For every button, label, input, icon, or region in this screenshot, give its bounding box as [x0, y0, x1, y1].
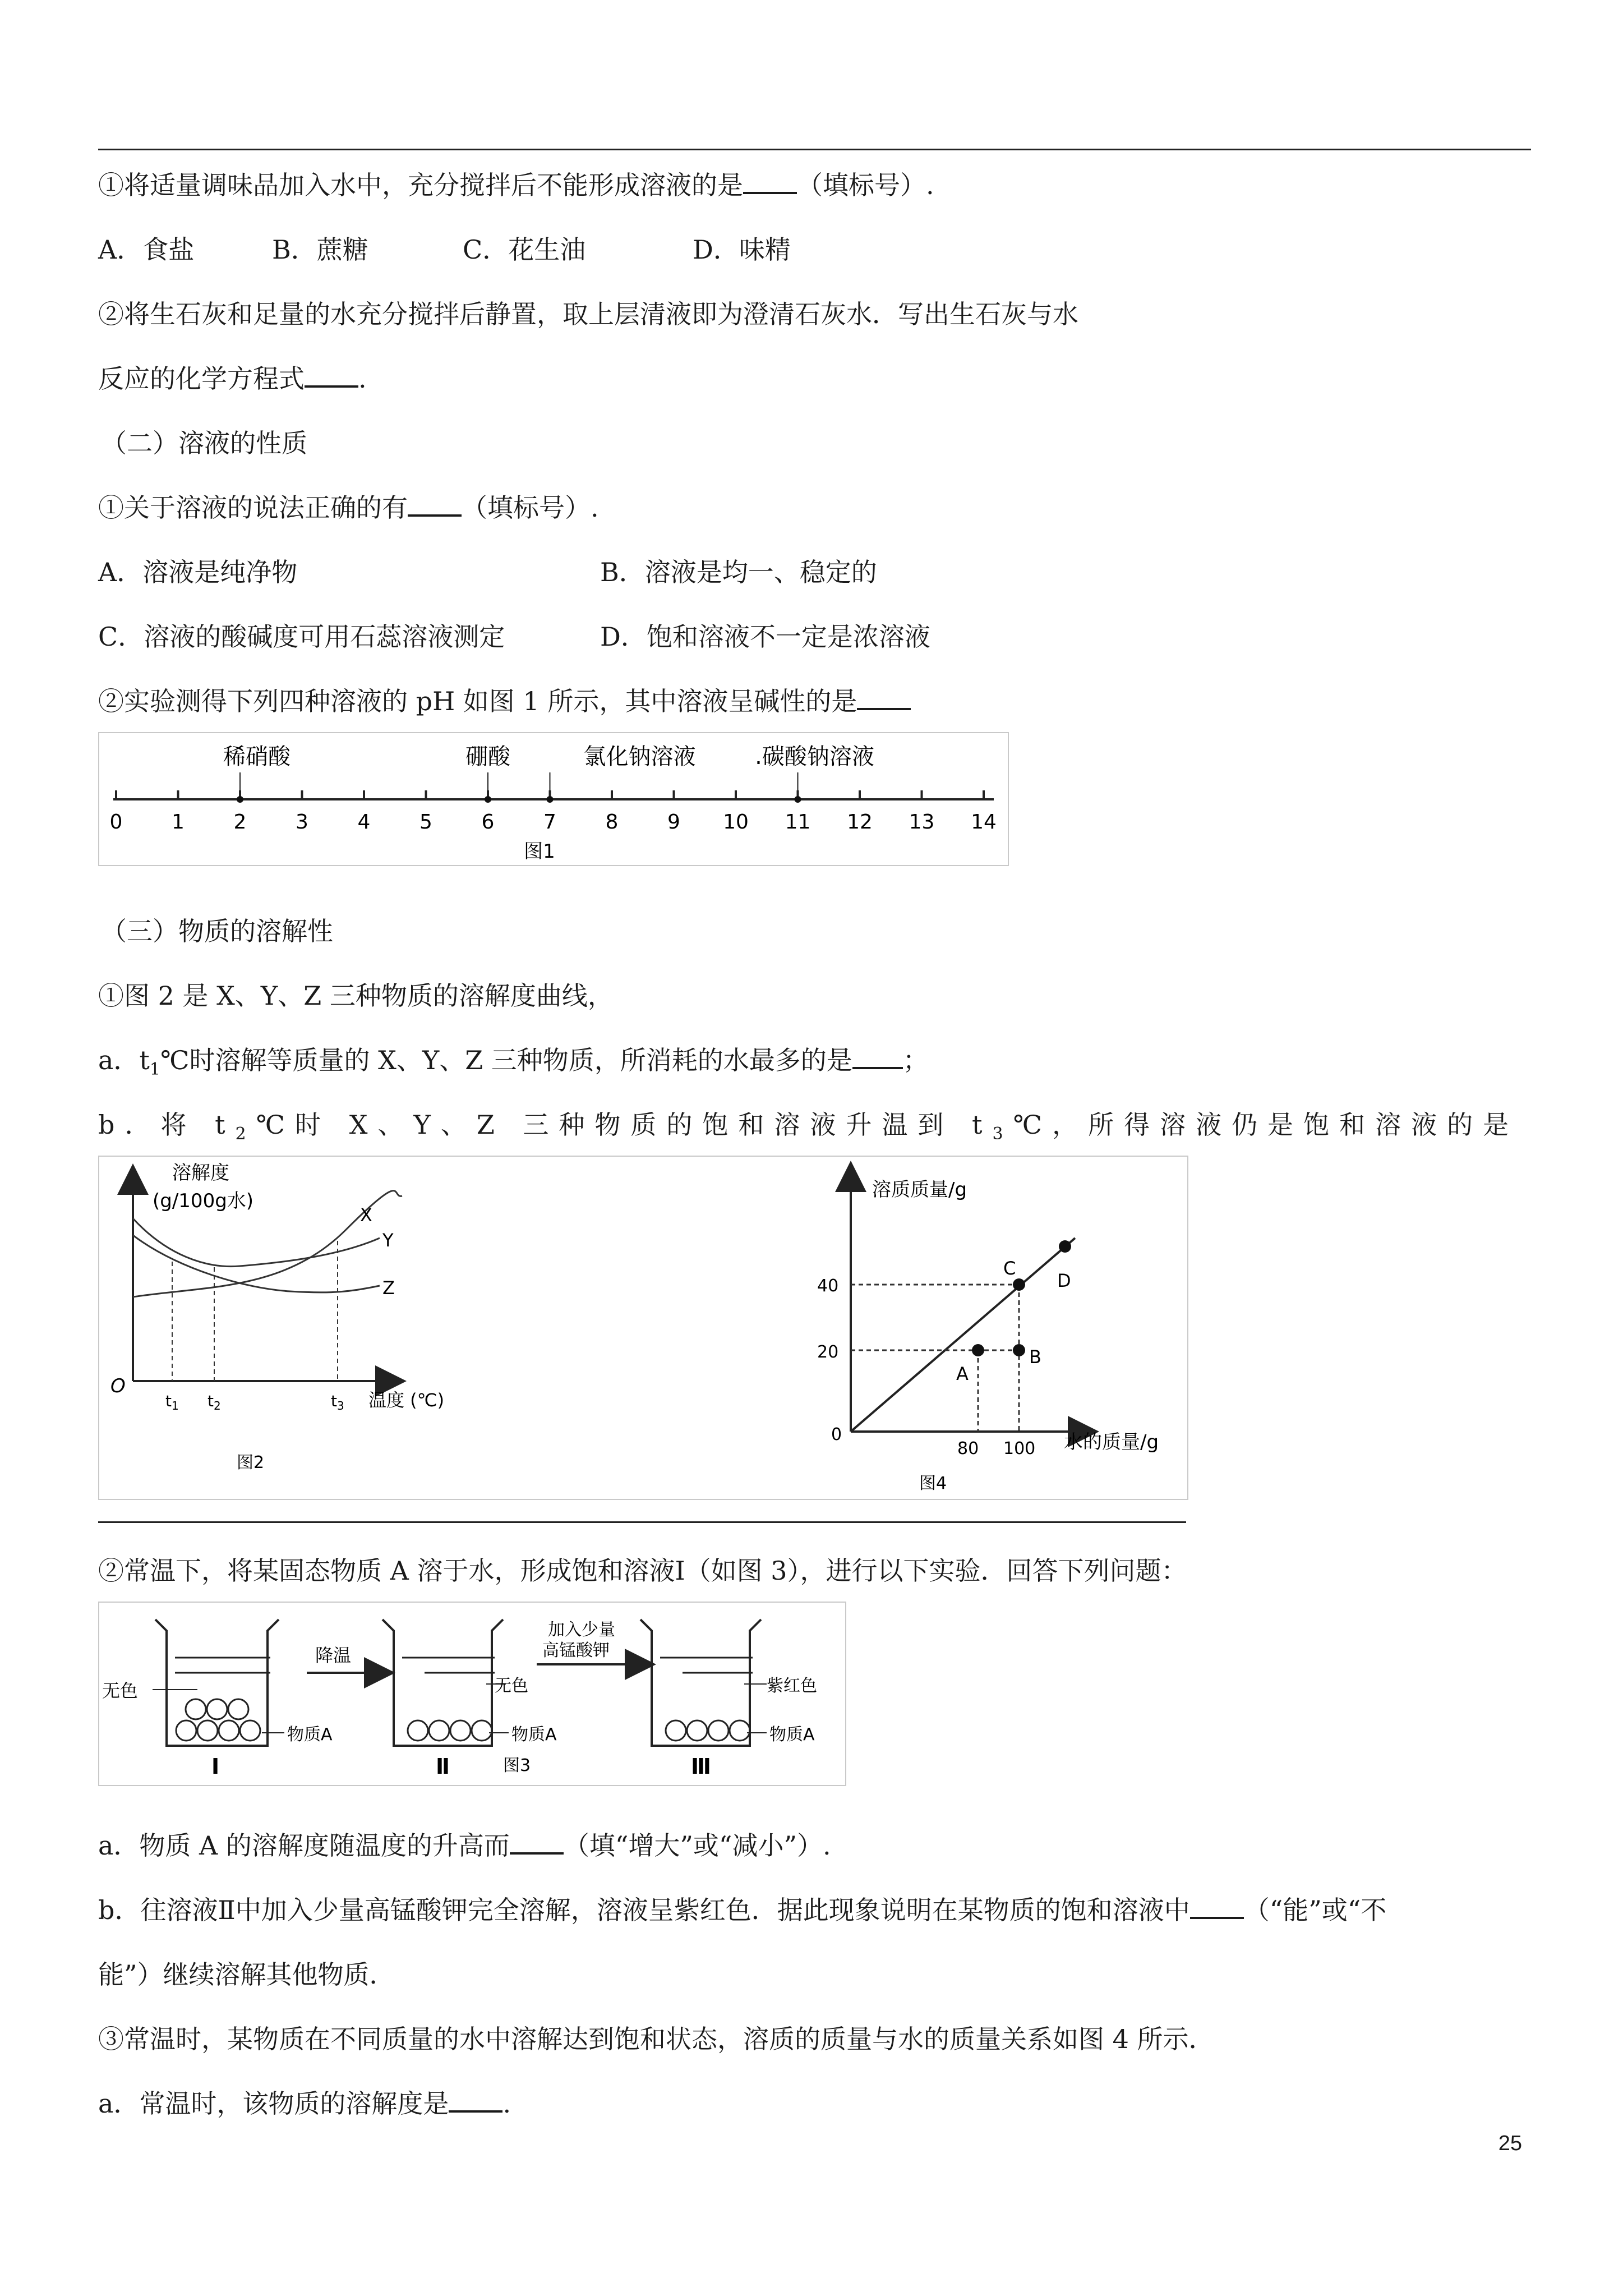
fig4-xlabel: 水的质量/g	[1064, 1431, 1159, 1453]
option-a[interactable]: A．溶液是纯净物	[98, 557, 298, 587]
header-rule	[98, 149, 1531, 150]
option-c[interactable]: C．花生油	[463, 234, 586, 265]
series-label-x: X	[360, 1204, 372, 1226]
curve-y	[133, 1218, 380, 1267]
ph-solution-label: 氯化钠溶液	[583, 744, 696, 770]
fig2-ylabel-2: (g/100g水)	[153, 1190, 254, 1212]
fig4-line	[851, 1238, 1075, 1432]
point-a	[972, 1344, 984, 1356]
q3-2a: a．物质 A 的溶解度随温度的升高而 （填“增大”或“减小”）.	[98, 1830, 831, 1861]
figure-3-svg	[99, 1603, 845, 1785]
beaker-3	[640, 1619, 817, 1779]
answer-blank[interactable]	[852, 1045, 903, 1069]
q3-3a: a．常温时，该物质的溶解度是 .	[98, 2088, 511, 2119]
q3-1a: a．$t_1℃$时溶解等质量的 X、Y、Z 三种物质，所消耗的水最多的是 ；	[98, 1045, 929, 1080]
beaker3-right-label: 物质A	[769, 1725, 815, 1745]
q2-2: ②实验测得下列四种溶液的 pH 如图 1 所示，其中溶液呈碱性的是	[98, 684, 911, 718]
figure-4-solute-water	[817, 1176, 1159, 1493]
option-d[interactable]: D．味精	[693, 234, 791, 265]
label-a: A	[956, 1363, 969, 1384]
ph-tick-label: 1	[172, 811, 185, 834]
q1-options	[98, 233, 791, 266]
option-d[interactable]: D．饱和溶液不一定是浓溶液	[600, 622, 930, 652]
ph-tick-label: 0	[109, 811, 123, 834]
fig4-ylabel: 溶质质量/g	[872, 1179, 967, 1201]
q3-2: ②常温下，将某固态物质 A 溶于水，形成饱和溶液Ⅰ（如图 3），进行以下实验．回答下列问题：	[98, 1556, 1187, 1586]
ph-solution-label: 硼酸	[465, 744, 510, 770]
beaker3-roman: Ⅲ	[691, 1754, 711, 1779]
ph-tick-label: 6	[481, 811, 495, 834]
tick-t2: $t_2$	[208, 1392, 221, 1412]
fig4-ytick-20: 20	[817, 1342, 839, 1362]
q2-options-ab	[98, 555, 877, 589]
q3-1b: b．将 $t_2℃$时 X、Y、Z 三种物质的饱和溶液升温到 $t_3℃$，所得溶液仍是饱和溶液的是	[98, 1110, 1519, 1144]
fig4-xtick-80: 80	[957, 1439, 979, 1458]
fig2-origin: O	[110, 1375, 126, 1397]
ph-tick-label: 8	[605, 811, 619, 834]
ph-tick-label: 10	[723, 811, 749, 834]
beaker-2	[382, 1619, 557, 1779]
answer-blank[interactable]	[408, 492, 462, 517]
ph-tick-label: 5	[419, 811, 432, 834]
ph-marker	[547, 796, 554, 803]
ph-tick-label: 13	[909, 811, 935, 834]
label-b: B	[1029, 1346, 1041, 1368]
q3-2b-line1: b．往溶液Ⅱ中加入少量高锰酸钾完全溶解，溶液呈紫红色．据此现象说明在某物质的饱和溶液中 （“能”或“不	[98, 1895, 1387, 1925]
answer-blank[interactable]	[1190, 1894, 1244, 1919]
answer-blank[interactable]	[857, 685, 911, 710]
arrow1-label: 降温	[315, 1645, 352, 1666]
beaker1-roman: Ⅰ	[211, 1754, 220, 1779]
ph-marker	[237, 796, 243, 803]
figure-3-beakers	[98, 1602, 846, 1786]
q3-2b-line2: 能”）继续溶解其他物质．	[98, 1959, 395, 1990]
point-d	[1059, 1240, 1071, 1253]
answer-blank[interactable]	[305, 363, 358, 388]
fig4-xtick-100: 100	[1003, 1439, 1036, 1458]
q1-2-line2: 反应的化学方程式 .	[98, 364, 367, 394]
ph-tick-label: 12	[847, 811, 873, 834]
ph-tick-label: 7	[543, 811, 556, 834]
option-c[interactable]: C．溶液的酸碱度可用石蕊溶液测定	[98, 622, 505, 652]
ph-solution-label: 稀硝酸	[223, 744, 291, 770]
point-c	[1013, 1278, 1025, 1291]
q1-1: ①将适量调味品加入水中，充分搅拌后不能形成溶液的是 （填标号）.	[98, 170, 934, 200]
figure-2-4-svg	[99, 1157, 1187, 1499]
q3-1: ①图 2 是 X、Y、Z 三种物质的溶解度曲线，	[98, 981, 614, 1011]
figure-4-caption: 图4	[919, 1474, 947, 1493]
figure-2-caption: 图2	[237, 1453, 265, 1473]
label-c: C	[1003, 1258, 1016, 1279]
section-3-title: （三）物质的溶解性	[101, 916, 333, 946]
series-label-y: Y	[382, 1230, 394, 1251]
figure-panel-bottom-rule	[98, 1521, 1186, 1523]
section-2-title: （二）溶液的性质	[101, 428, 307, 458]
series-label-z: Z	[382, 1277, 395, 1299]
option-a[interactable]: A．食盐	[98, 234, 195, 265]
tick-t1: $t_1$	[165, 1392, 179, 1412]
q1-2-line1: ②将生石灰和足量的水充分搅拌后静置，取上层清液即为澄清石灰水．写出生石灰与水	[98, 299, 1078, 329]
label-d: D	[1057, 1270, 1071, 1291]
ph-tick-label: 4	[357, 811, 371, 834]
ph-tick-label: 3	[296, 811, 308, 834]
arrow2-label-2: 高锰酸钾	[542, 1641, 610, 1660]
q3-3: ③常温时，某物质在不同质量的水中溶解达到饱和状态，溶质的质量与水的质量关系如图 4 所示．	[98, 2024, 1215, 2054]
figure-1-ph-scale	[98, 732, 1009, 866]
beaker-1	[102, 1619, 333, 1779]
beaker2-right-label: 物质A	[511, 1725, 557, 1745]
figure-3-caption: 图3	[503, 1756, 531, 1775]
fig2-xlabel: 温度 (℃)	[368, 1389, 445, 1411]
ph-tick-label: 2	[233, 811, 247, 834]
beaker1-right-label: 物质A	[287, 1725, 333, 1745]
arrow2-label-1: 加入少量	[548, 1620, 615, 1640]
beaker1-left-label: 无色	[102, 1680, 139, 1701]
ph-marker	[485, 796, 491, 803]
option-b[interactable]: B．蔗糖	[272, 234, 368, 265]
ph-marker	[795, 796, 801, 803]
figure-1-caption: 图1	[524, 840, 555, 863]
ph-tick-label: 11	[785, 811, 811, 834]
ph-tick-label: 14	[971, 811, 997, 834]
ph-solution-label: .碳酸钠溶液	[755, 744, 874, 770]
answer-blank[interactable]	[743, 169, 797, 194]
point-b	[1013, 1344, 1025, 1356]
fig4-origin: 0	[831, 1425, 842, 1444]
option-b[interactable]: B．溶液是均一、稳定的	[600, 557, 877, 587]
figure-2-solubility-curves	[110, 1162, 444, 1473]
ph-scale-svg	[99, 733, 1008, 865]
q2-options-cd	[98, 620, 930, 654]
beaker2-top-label: 无色	[495, 1676, 528, 1696]
fig4-ytick-40: 40	[817, 1276, 839, 1296]
ph-tick-label: 9	[667, 811, 680, 834]
beaker3-top-label: 紫红色	[767, 1676, 817, 1696]
page-number: 25	[1498, 2132, 1522, 2155]
fig2-ylabel-1: 溶解度	[172, 1162, 229, 1184]
answer-blank[interactable]	[449, 2088, 502, 2113]
figure-2-4-panel	[98, 1156, 1188, 1500]
q2-1: ①关于溶液的说法正确的有 （填标号）.	[98, 493, 599, 523]
answer-blank[interactable]	[510, 1830, 564, 1855]
beaker2-roman: Ⅱ	[436, 1754, 450, 1779]
tick-t3: $t_3$	[331, 1392, 344, 1412]
